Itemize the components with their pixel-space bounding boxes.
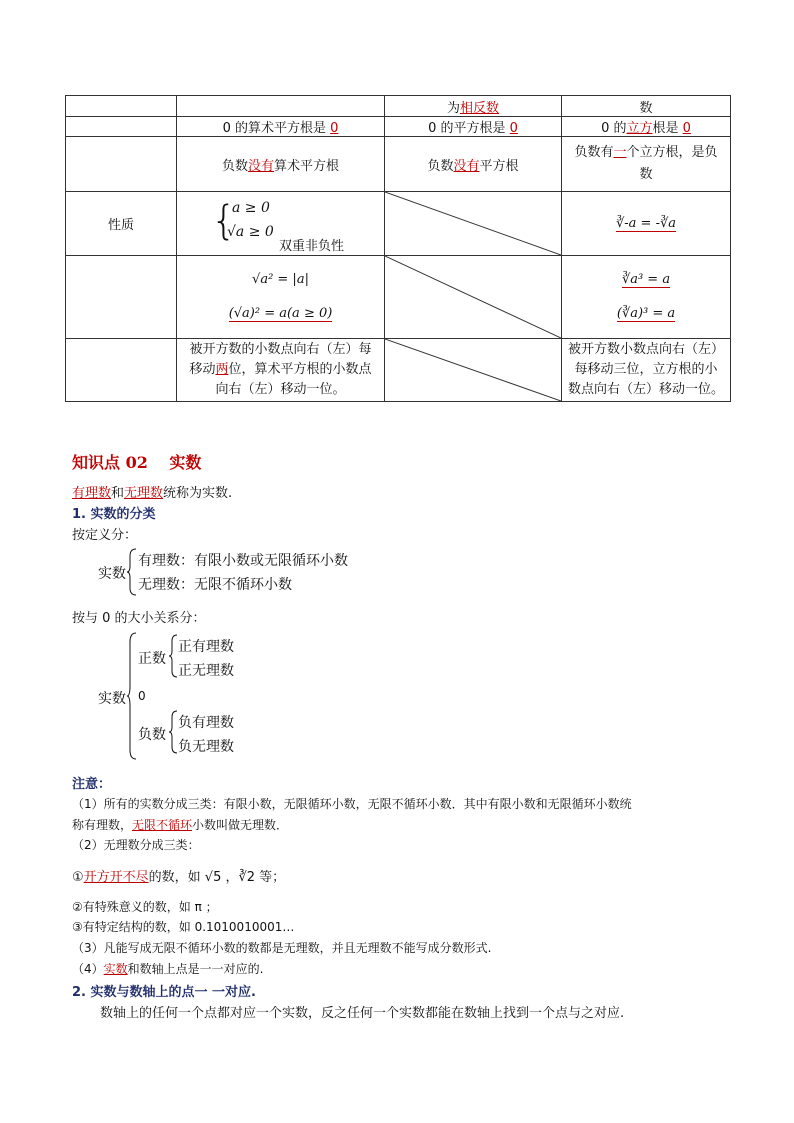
- formula: a ≥ 0: [232, 199, 270, 216]
- formula: (√a)² = a(a ≥ 0): [228, 306, 333, 321]
- cell: 被开方数的小数点向右（左）每 移动两位，算术平方根的小数点 向右（左）移动一位。: [177, 339, 385, 402]
- row-label: 性质: [66, 192, 177, 256]
- irrational-type-3: ③有特定结构的数，如 0.1010010001…: [72, 920, 295, 934]
- cell: 0 的平方根是 0: [385, 117, 562, 137]
- section-title: 知识点 02 实数: [72, 453, 202, 472]
- intro-line: 有理数和无理数统称为实数.: [72, 486, 233, 501]
- cell: { a ≥ 0 √a ≥ 0 双重非负性: [177, 192, 385, 256]
- number-line-paragraph: 数轴上的任何一个点都对应一个实数，反之任何一个实数都能在数轴上找到一个点与之对应.: [100, 1006, 625, 1021]
- note-3: （3）凡能写成无限不循环小数的数都是无理数，并且无理数不能写成分数形式.: [72, 941, 492, 955]
- note-4: （4）实数和数轴上点是一一对应的.: [72, 962, 264, 976]
- formula: √a² = |a|: [252, 272, 309, 287]
- heading-number-line: 2. 实数与数轴上的点一 一对应.: [72, 985, 256, 1000]
- cell: 负数没有算术平方根: [177, 137, 385, 192]
- by-definition-label: 按定义分：: [72, 528, 138, 543]
- note-title: 注意：: [72, 777, 112, 792]
- cell: [66, 137, 177, 192]
- cell: 0 的立方根是 0: [562, 117, 731, 137]
- formula: √a ≥ 0: [227, 223, 274, 240]
- cell: 负数有一个立方根，是负 数: [562, 137, 731, 192]
- cell: [66, 96, 177, 117]
- cell: [562, 192, 731, 256]
- note-2: （2）无理数分成三类：: [72, 838, 200, 852]
- empty-diagonal-cell: [385, 339, 562, 402]
- cell: 0 的算术平方根是 0: [177, 117, 385, 137]
- cell: 为相反数: [385, 96, 562, 117]
- classification-by-definition: 实数 有理数：有限小数或无限循环小数 无理数：无限不循环小数: [98, 548, 418, 598]
- cell: [562, 256, 731, 339]
- by-size-label: 按与 0 的大小关系分：: [72, 611, 206, 626]
- cell: [177, 256, 385, 339]
- empty-diagonal-cell: [385, 192, 562, 256]
- cell: [66, 256, 177, 339]
- formula: ∛-a = -∛a: [615, 216, 676, 231]
- cell: [66, 117, 177, 137]
- cell: 数: [562, 96, 731, 117]
- note-1a: （1）所有的实数分成三类：有限小数，无限循环小数，无限不循环小数．其中有限小数和无限循环小数统: [72, 797, 632, 811]
- cell: [177, 96, 385, 117]
- heading-classification: 1. 实数的分类: [72, 507, 156, 522]
- cell: [66, 339, 177, 402]
- note-1b: 称有理数，无限不循环小数叫做无理数．: [72, 818, 289, 832]
- empty-diagonal-cell: [385, 256, 562, 339]
- formula: ∛a³ = a: [621, 272, 671, 287]
- classification-by-sign: 实数 正数 正有理数 正无理数 0 负数 负有理数 负无理数: [98, 632, 358, 762]
- irrational-type-1: ①开方开不尽的数，如 √5 ，∛2 等；: [72, 870, 286, 885]
- cell: 负数没有平方根: [385, 137, 562, 192]
- cell: 被开方数小数点向右（左） 每移动三位，立方根的小 数点向右（左）移动一位。: [562, 339, 731, 402]
- irrational-type-2: ②有特殊意义的数，如 π ；: [72, 900, 218, 914]
- properties-table: [65, 95, 731, 402]
- formula: (∛a)³ = a: [616, 306, 676, 321]
